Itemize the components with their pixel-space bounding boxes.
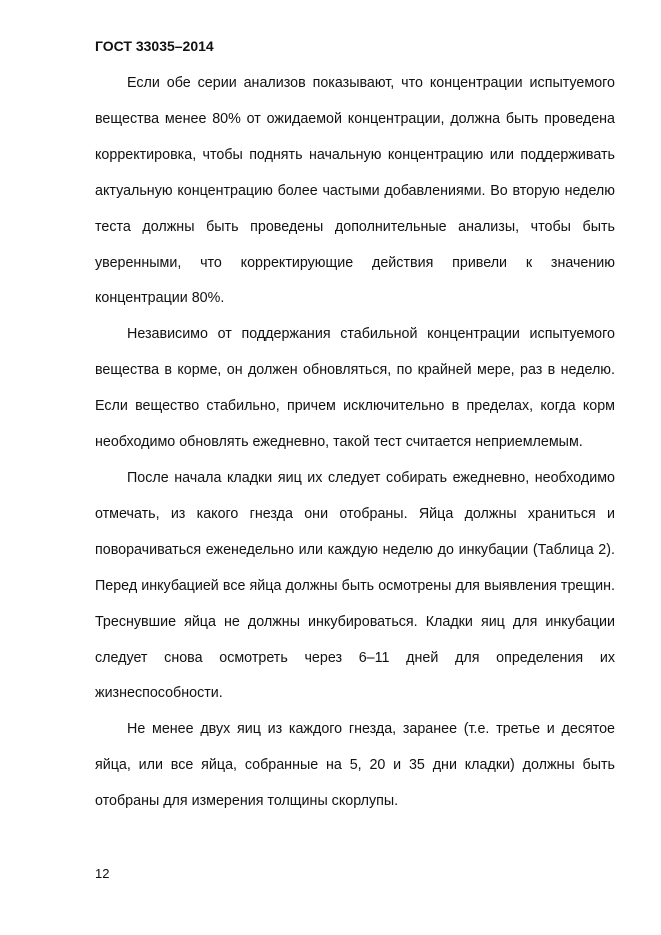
paragraph: Не менее двух яиц из каждого гнезда, заранее (т.е. третье и десятое яйца, или все яйца, собранные на 5, 20 и 35 дни кладки) должны быть отобраны для измерения толщины скорлупы. (95, 721, 615, 810)
paragraph: Независимо от поддержания стабильной концентрации испытуемого вещества в корме, он должен обновляться, по крайней мере, раз в неделю. Если вещество стабильно, причем исключительно в пределах, когда корм необходимо обновлять ежедневно, такой тест считается неприемлемым. (95, 326, 615, 451)
paragraph: Если обе серии анализов показывают, что концентрации испытуемого вещества менее 80% от ожидаемой концентрации, должна быть проведена корректировка, чтобы поднять начальную концентрацию или поддерживать актуальную концентрацию более частыми добавлениями. Во вторую неделю теста должны быть проведены дополнительные анализы, чтобы быть уверенными, что корректирующие действия привели к значению концентрации 80%. (95, 75, 615, 307)
paragraph: После начала кладки яиц их следует собирать ежедневно, необходимо отмечать, из какого гнезда они отобраны. Яйца должны храниться и поворачиваться еженедельно или каждую неделю до инкубации (Таблица 2). Перед инкубацией все яйца должны быть осмотрены для выявления трещин. Треснувшие яйца не должны инкубироваться. Кладки яиц для инкубации следует снова осмотреть через 6–11 дней для определения их жизнеспособности. (95, 469, 615, 702)
page-number: 12 (95, 866, 110, 881)
document-header: ГОСТ 33035–2014 (95, 38, 214, 54)
document-body (95, 66, 615, 820)
